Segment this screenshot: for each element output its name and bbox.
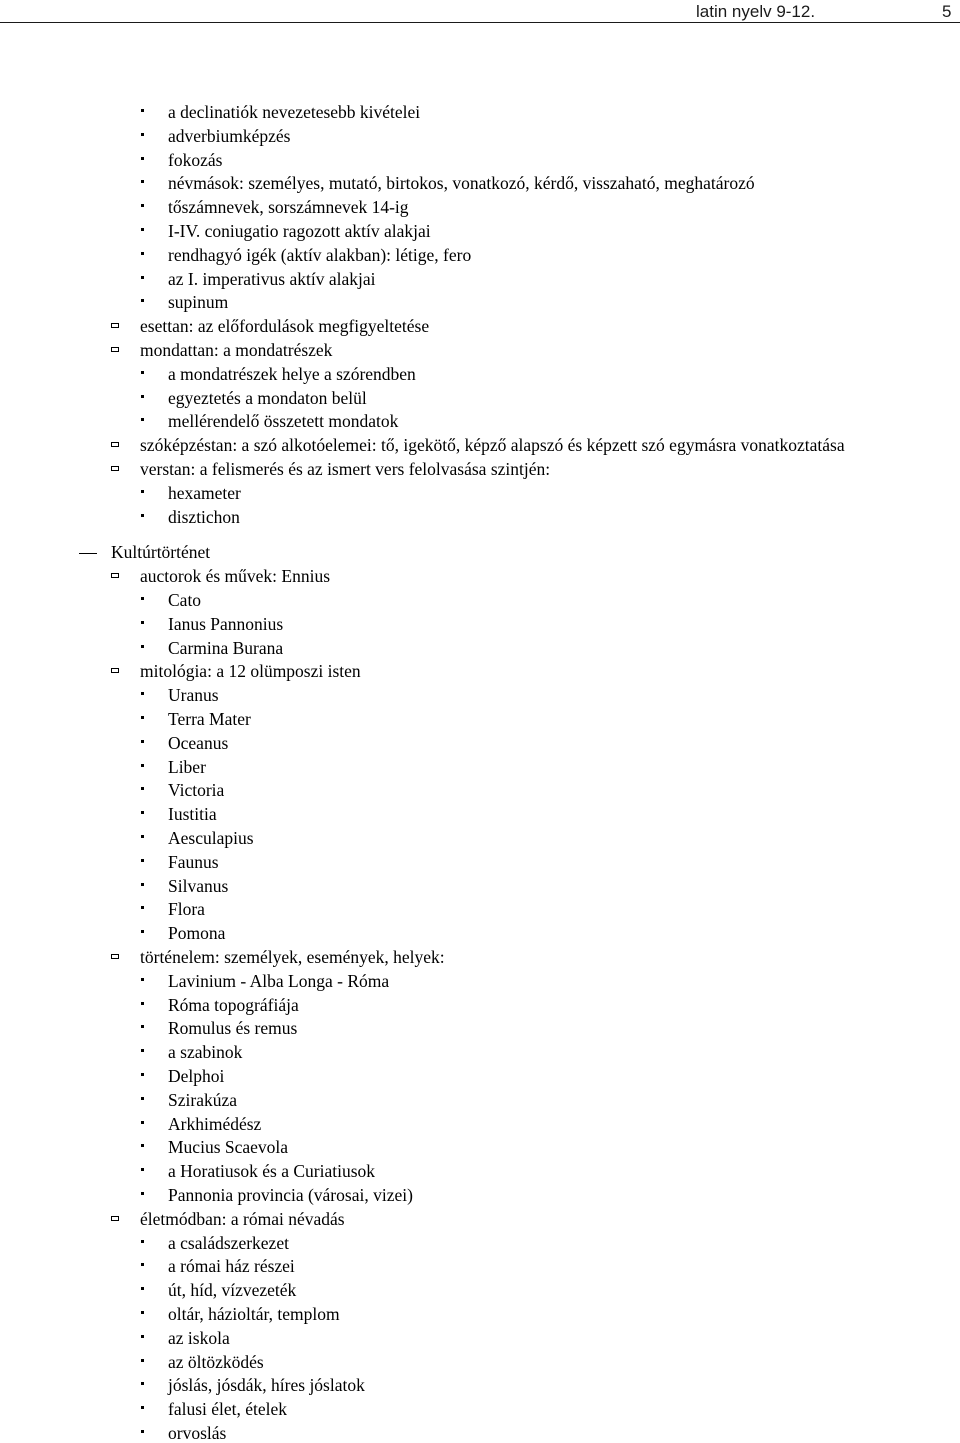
item-text: a mondatrészek helye a szórendben	[168, 363, 416, 384]
item-text: a declinatiók nevezetesebb kivételei	[168, 102, 421, 122]
item-text: Róma topográfiája	[168, 994, 299, 1015]
item-text: szóképzéstan: a szó alkotóelemei: tő, igekötő, képző alapszó és képzett szó egymásra vonatkoztatása	[140, 435, 845, 456]
item-text: adverbiumképzés	[168, 125, 291, 146]
item-text: rendhagyó igék (aktív alakban): létige, fero	[168, 244, 472, 265]
item-text: Carmina Burana	[168, 637, 284, 658]
item-text: út, híd, vízvezeték	[168, 1280, 297, 1301]
item-text: történelem: személyek, események, helyek:	[140, 947, 445, 967]
dot-bullet-icon	[141, 859, 144, 862]
dot-bullet-icon	[141, 811, 144, 814]
dot-bullet-icon	[141, 180, 144, 183]
item-text: mondattan: a mondatrészek	[140, 340, 333, 360]
item-text: Delphoi	[168, 1066, 225, 1086]
item-text: mellérendelő összetett mondatok	[168, 411, 399, 432]
item-text: verstan: a felismerés és az ismert vers felolvasása szintjén:	[140, 459, 551, 479]
dot-bullet-icon	[141, 1002, 144, 1005]
item-text: Faunus	[168, 851, 219, 872]
item-text: Ianus Pannonius	[168, 613, 284, 634]
square-bullet-icon	[111, 323, 119, 328]
item-text: Mucius Scaevola	[168, 1137, 289, 1158]
square-bullet-icon	[111, 442, 119, 447]
square-bullet-icon	[111, 466, 119, 471]
dot-bullet-icon	[141, 597, 144, 600]
item-text: oltár, házioltár, templom	[168, 1304, 340, 1324]
item-text: supinum	[168, 292, 229, 313]
item-text: tőszámnevek, sorszámnevek 14-ig	[168, 197, 409, 218]
item-text: falusi élet, ételek	[168, 1399, 288, 1420]
page-number: 5	[942, 2, 952, 21]
item-text: Uranus	[168, 685, 219, 706]
item-text: az iskola	[168, 1327, 230, 1348]
item-text: esettan: az előfordulások megfigyeltetése	[140, 316, 430, 337]
item-text: mitológia: a 12 olümposzi isten	[140, 661, 361, 682]
item-text: jóslás, jósdák, híres jóslatok	[168, 1375, 365, 1396]
header-title: latin nyelv 9-12.	[696, 2, 816, 21]
item-text: egyeztetés a mondaton belül	[168, 387, 367, 408]
dot-bullet-icon	[141, 1073, 144, 1076]
square-bullet-icon	[111, 1216, 119, 1221]
item-text: az I. imperativus aktív alakjai	[168, 268, 376, 289]
item-text: Szirakúza	[168, 1089, 237, 1110]
dot-bullet-icon	[141, 906, 144, 909]
item-text: Romulus és remus	[168, 1018, 298, 1039]
item-text: a Horatiusok és a Curiatiusok	[168, 1161, 376, 1182]
square-bullet-icon	[111, 347, 119, 352]
dot-bullet-icon	[141, 1406, 144, 1409]
dot-bullet-icon	[141, 514, 144, 517]
item-text: névmások: személyes, mutató, birtokos, vonatkozó, kérdő, visszaható, meghatározó	[168, 173, 755, 194]
item-text: Silvanus	[168, 875, 229, 896]
item-text: I-IV. coniugatio ragozott aktív alakjai	[168, 221, 431, 241]
dash-bullet-icon	[79, 553, 97, 554]
dot-bullet-icon	[141, 1168, 144, 1171]
item-text: disztichon	[168, 506, 240, 527]
dot-bullet-icon	[141, 621, 144, 624]
dot-bullet-icon	[141, 1240, 144, 1243]
dot-bullet-icon	[141, 1263, 144, 1266]
dot-bullet-icon	[141, 764, 144, 767]
dot-bullet-icon	[141, 740, 144, 743]
dot-bullet-icon	[141, 835, 144, 838]
item-text: Lavinium - Alba Longa - Róma	[168, 970, 390, 991]
item-text: Flora	[168, 899, 205, 920]
item-text: Terra Mater	[168, 709, 251, 729]
dot-bullet-icon	[141, 1382, 144, 1385]
square-bullet-icon	[111, 573, 119, 578]
item-text: Cato	[168, 590, 202, 610]
item-text: auctorok és művek: Ennius	[140, 566, 331, 587]
dot-bullet-icon	[141, 1335, 144, 1338]
item-text: Arkhimédész	[168, 1113, 262, 1134]
item-text: Liber	[168, 756, 206, 777]
item-text: Oceanus	[168, 732, 229, 753]
dot-bullet-icon	[141, 1430, 144, 1433]
dot-bullet-icon	[141, 1311, 144, 1314]
dot-bullet-icon	[141, 252, 144, 255]
item-text: a családszerkezet	[168, 1232, 289, 1253]
item-text: a római ház részei	[168, 1256, 295, 1277]
dot-bullet-icon	[141, 787, 144, 790]
item-text: Kultúrtörténet	[111, 542, 211, 563]
dot-bullet-icon	[141, 299, 144, 302]
item-text: fokozás	[168, 149, 223, 170]
dot-bullet-icon	[141, 395, 144, 398]
dot-bullet-icon	[141, 1144, 144, 1147]
item-text: orvoslás	[168, 1423, 227, 1443]
item-text: Pomona	[168, 923, 226, 944]
dot-bullet-icon	[141, 109, 144, 112]
dot-bullet-icon	[141, 418, 144, 421]
dot-bullet-icon	[141, 157, 144, 160]
dot-bullet-icon	[141, 204, 144, 207]
dot-bullet-icon	[141, 133, 144, 136]
item-text: Aesculapius	[168, 828, 254, 848]
dot-bullet-icon	[141, 645, 144, 648]
dot-bullet-icon	[141, 930, 144, 933]
dot-bullet-icon	[141, 228, 144, 231]
dot-bullet-icon	[141, 1097, 144, 1100]
dot-bullet-icon	[141, 883, 144, 886]
dot-bullet-icon	[141, 371, 144, 374]
dot-bullet-icon	[141, 1287, 144, 1290]
dot-bullet-icon	[141, 716, 144, 719]
dot-bullet-icon	[141, 692, 144, 695]
dot-bullet-icon	[141, 490, 144, 493]
dot-bullet-icon	[141, 1049, 144, 1052]
dot-bullet-icon	[141, 1359, 144, 1362]
dot-bullet-icon	[141, 1025, 144, 1028]
item-text: az öltözködés	[168, 1351, 264, 1372]
item-text: hexameter	[168, 482, 241, 503]
square-bullet-icon	[111, 954, 119, 959]
item-text: Victoria	[168, 780, 225, 801]
dot-bullet-icon	[141, 978, 144, 981]
dot-bullet-icon	[141, 276, 144, 279]
item-text: Iustitia	[168, 804, 217, 825]
dot-bullet-icon	[141, 1121, 144, 1124]
item-text: Pannonia provincia (városai, vizei)	[168, 1185, 413, 1205]
item-text: a szabinok	[168, 1042, 243, 1063]
dot-bullet-icon	[141, 1192, 144, 1195]
square-bullet-icon	[111, 668, 119, 673]
item-text: életmódban: a római névadás	[140, 1208, 345, 1229]
